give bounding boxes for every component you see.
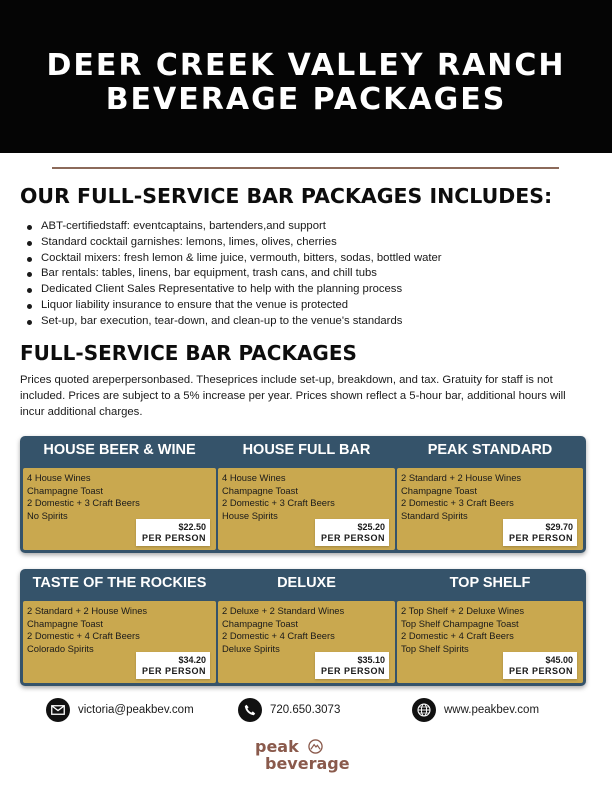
package-item: Champagne Toast: [27, 484, 103, 496]
package-row-1: [20, 436, 586, 553]
package-item: Champagne Toast: [222, 617, 298, 629]
packages-heading: FULL-SERVICE BAR PACKAGES: [20, 341, 357, 365]
package-item: 2 Domestic + 3 Craft Beers: [27, 497, 140, 509]
package-card: [23, 569, 216, 686]
title-line-1: DEER CREEK VALLEY RANCH: [46, 48, 566, 83]
package-item: 2 Deluxe + 2 Standard Wines: [222, 605, 345, 616]
package-item: 4 House Wines: [222, 472, 286, 483]
package-items: [401, 605, 579, 656]
package-item: 2 Domestic + 4 Craft Beers: [401, 630, 514, 642]
price-unit: PER PERSON: [141, 666, 206, 676]
package-card: [218, 569, 395, 686]
price-unit: PER PERSON: [508, 666, 573, 676]
package-row-2: [20, 569, 586, 686]
package-items: [27, 605, 212, 656]
package-item: 2 Domestic + 3 Craft Beers: [401, 497, 514, 509]
globe-icon: [412, 698, 436, 722]
package-body: [218, 468, 395, 550]
price-tag: [136, 652, 210, 679]
package-body: [218, 601, 395, 683]
website-link[interactable]: www.peakbev.com: [444, 704, 540, 716]
package-name: TOP SHELF: [449, 575, 531, 591]
package-item: Top Shelf Champagne Toast: [401, 617, 519, 629]
mountain-icon: [308, 739, 323, 754]
includes-item: Set-up, bar execution, tear-down, and clean-up to the venue's standards: [26, 314, 596, 330]
website-contact[interactable]: [412, 697, 539, 723]
price-tag: [315, 519, 389, 546]
phone-contact[interactable]: [238, 697, 340, 723]
includes-heading: OUR FULL-SERVICE BAR PACKAGES INCLUDES:: [20, 184, 553, 208]
package-item: Top Shelf Spirits: [401, 643, 469, 655]
package-item: 2 Domestic + 4 Craft Beers: [222, 630, 335, 642]
logo-word-peak: peak: [255, 737, 299, 756]
email-contact[interactable]: [46, 697, 194, 723]
includes-list: [26, 219, 596, 330]
package-body: [397, 468, 583, 550]
logo-word-beverage: beverage: [265, 754, 350, 773]
package-body: [23, 468, 216, 550]
price-unit: PER PERSON: [508, 533, 573, 543]
package-items: [222, 605, 391, 656]
email-link[interactable]: victoria@peakbev.com: [78, 704, 194, 716]
package-card: [397, 436, 583, 553]
price-amount: $34.20: [178, 655, 206, 665]
price-tag: [315, 652, 389, 679]
package-item: 4 House Wines: [27, 472, 91, 483]
includes-item: Bar rentals: tables, linens, bar equipment, trash cans, and chill tubs: [26, 266, 596, 282]
price-amount: $29.70: [545, 522, 573, 532]
package-name: DELUXE: [277, 575, 336, 591]
price-tag: [503, 519, 577, 546]
package-item: Standard Spirits: [401, 510, 468, 522]
price-unit: PER PERSON: [320, 666, 385, 676]
package-body: [397, 601, 583, 683]
package-card: [218, 436, 395, 553]
package-name: HOUSE FULL BAR: [242, 442, 371, 458]
package-item: Champagne Toast: [27, 617, 103, 629]
price-amount: $45.00: [545, 655, 573, 665]
package-item: Deluxe Spirits: [222, 643, 280, 655]
package-item: Champagne Toast: [222, 484, 298, 496]
includes-item: Dedicated Client Sales Representative to help with the planning process: [26, 282, 596, 298]
includes-item: Cocktail mixers: fresh lemon & lime juice, vermouth, bitters, sodas, bottled water: [26, 251, 596, 267]
mail-icon: [46, 698, 70, 722]
package-item: 2 Top Shelf + 2 Deluxe Wines: [401, 605, 525, 616]
price-unit: PER PERSON: [320, 533, 385, 543]
package-items: [222, 472, 391, 523]
package-items: [401, 472, 579, 523]
package-items: [27, 472, 212, 523]
price-amount: $25.20: [357, 522, 385, 532]
package-item: 2 Standard + 2 House Wines: [401, 472, 522, 483]
price-unit: PER PERSON: [141, 533, 206, 543]
package-item: 2 Standard + 2 House Wines: [27, 605, 148, 616]
price-amount: $35.10: [357, 655, 385, 665]
package-item: Colorado Spirits: [27, 643, 94, 655]
includes-item: Liquor liability insurance to ensure that the venue is protected: [26, 298, 596, 314]
package-item: No Spirits: [27, 510, 68, 522]
package-item: 2 Domestic + 4 Craft Beers: [27, 630, 140, 642]
package-card: [397, 569, 583, 686]
price-amount: $22.50: [178, 522, 206, 532]
package-name: TASTE OF THE ROCKIES: [32, 575, 207, 591]
divider: [52, 167, 559, 169]
package-item: 2 Domestic + 3 Craft Beers: [222, 497, 335, 509]
package-item: House Spirits: [222, 510, 278, 522]
title-banner: [0, 0, 612, 153]
phone-icon: [238, 698, 262, 722]
includes-item: Standard cocktail garnishes: lemons, limes, olives, cherries: [26, 235, 596, 251]
package-name: PEAK STANDARD: [427, 442, 553, 458]
package-name: HOUSE BEER & WINE: [43, 442, 196, 458]
package-item: Champagne Toast: [401, 484, 477, 496]
packages-intro: Prices quoted areperpersonbased. Theseprices include set-up, breakdown, and tax. Gratuity for staff is not included. Prices are subject to a 5% increase per year. Prices shown reflect a 5-hour bar, additional hours will incur additional charges.: [20, 374, 566, 418]
title-line-2: BEVERAGE PACKAGES: [105, 82, 507, 117]
includes-item: ABT-certifiedstaff: eventcaptains, bartenders,and support: [26, 219, 596, 235]
package-body: [23, 601, 216, 683]
phone-number[interactable]: 720.650.3073: [270, 704, 341, 716]
price-tag: [136, 519, 210, 546]
package-card: [23, 436, 216, 553]
price-tag: [503, 652, 577, 679]
peak-beverage-logo: [255, 738, 365, 772]
